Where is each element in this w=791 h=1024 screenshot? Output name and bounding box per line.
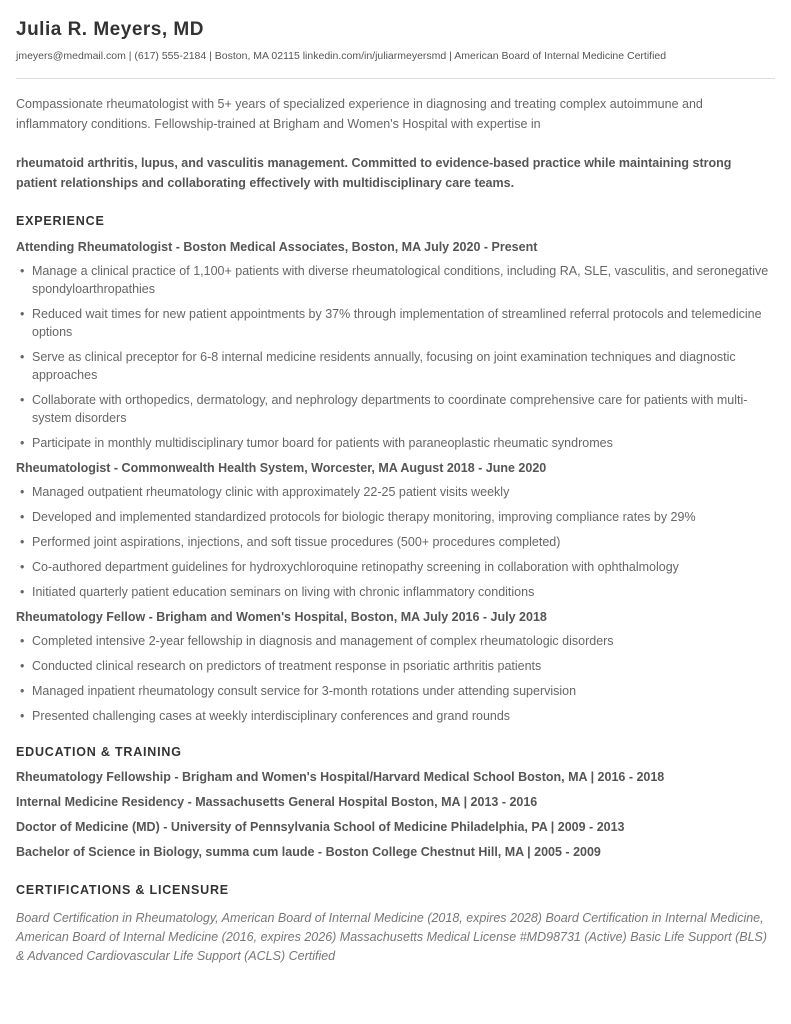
summary-highlights: rheumatoid arthritis, lupus, and vasculitis management. Committed to evidence-based practice while maintaining strong patient relationships and collaborating effectively with multidisciplinary care teams. (16, 156, 732, 190)
job-bullet: • Participate in monthly multidisciplinary tumor board for patients with paraneoplastic rheumatic syndromes (32, 434, 775, 452)
education-item: Doctor of Medicine (MD) - University of Pennsylvania School of Medicine Philadelphia, PA | 2009 - 2013 (16, 820, 625, 834)
job-bullets (16, 262, 775, 452)
job-title: Rheumatology Fellow - Brigham and Women's Hospital, Boston, MA July 2016 - July 2018 (16, 610, 547, 624)
education-heading: EDUCATION & TRAINING (16, 745, 182, 759)
header-divider (16, 78, 775, 79)
contact-line: jmeyers@medmail.com | (617) 555-2184 | Boston, MA 02115 linkedin.com/in/juliarmeyersmd | American Board of Internal Medicine Certified (16, 50, 667, 62)
experience-heading: EXPERIENCE (16, 214, 105, 228)
job-bullet: • Managed outpatient rheumatology clinic with approximately 22-25 patient visits weekly (32, 483, 775, 501)
job-title: Rheumatologist - Commonwealth Health System, Worcester, MA August 2018 - June 2020 (16, 461, 547, 475)
job-bullet: • Collaborate with orthopedics, dermatology, and nephrology departments to coordinate comprehensive care for patients with multi-system disorders (32, 391, 775, 427)
job-entry (16, 608, 775, 725)
job-bullet: • Completed intensive 2-year fellowship in diagnosis and management of complex rheumatologic disorders (32, 632, 775, 650)
job-entry (16, 459, 775, 601)
job-bullets (16, 632, 775, 725)
education-list (16, 768, 775, 861)
job-bullet: • Presented challenging cases at weekly interdisciplinary conferences and grand rounds (32, 707, 775, 725)
summary-intro: Compassionate rheumatologist with 5+ years of specialized experience in diagnosing and treating complex autoimmune and inflammatory conditions. Fellowship-trained at Brigham and Women's Hospital with expertise in (16, 97, 703, 131)
certifications-heading: CERTIFICATIONS & LICENSURE (16, 883, 229, 897)
education-item: Rheumatology Fellowship - Brigham and Women's Hospital/Harvard Medical School Boston, MA | 2016 - 2018 (16, 770, 665, 784)
job-bullets (16, 483, 775, 601)
candidate-name: Julia R. Meyers, MD (16, 19, 204, 40)
certifications-text: Board Certification in Rheumatology, American Board of Internal Medicine (2018, expires 2028) Board Certification in Internal Medicine, American Board of Internal Medicine (2016, expires 2026) Massachusetts Medical License #MD98731 (Active) Basic Life Support (BLS) & Advanced Cardiovascular Life Support (ACLS) Certified (16, 911, 768, 963)
job-bullet: • Serve as clinical preceptor for 6-8 internal medicine residents annually, focusing on joint examination techniques and diagnostic approaches (32, 348, 775, 384)
job-bullet: • Conducted clinical research on predictors of treatment response in psoriatic arthritis patients (32, 657, 775, 675)
job-bullet: • Co-authored department guidelines for hydroxychloroquine retinopathy screening in collaboration with ophthalmology (32, 558, 775, 576)
job-bullet: • Reduced wait times for new patient appointments by 37% through implementation of streamlined referral protocols and telemedicine options (32, 305, 775, 341)
job-bullet: • Initiated quarterly patient education seminars on living with chronic inflammatory conditions (32, 583, 775, 601)
job-entry (16, 238, 775, 452)
job-bullet: • Performed joint aspirations, injections, and soft tissue procedures (500+ procedures completed) (32, 533, 775, 551)
education-item: Bachelor of Science in Biology, summa cum laude - Boston College Chestnut Hill, MA | 2005 - 2009 (16, 845, 601, 859)
education-item: Internal Medicine Residency - Massachusetts General Hospital Boston, MA | 2013 - 2016 (16, 795, 538, 809)
job-bullet: • Manage a clinical practice of 1,100+ patients with diverse rheumatological conditions, including RA, SLE, vasculitis, and seronegative spondyloarthropathies (32, 262, 775, 298)
job-bullet: • Managed inpatient rheumatology consult service for 3-month rotations under attending supervision (32, 682, 775, 700)
job-title: Attending Rheumatologist - Boston Medical Associates, Boston, MA July 2020 - Present (16, 240, 538, 254)
job-bullet: • Developed and implemented standardized protocols for biologic therapy monitoring, improving compliance rates by 29% (32, 508, 775, 526)
